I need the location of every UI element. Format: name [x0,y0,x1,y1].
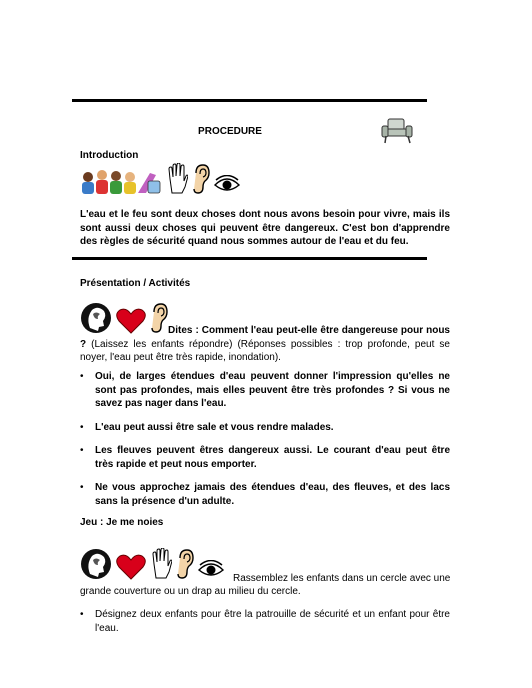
game-icons [80,548,224,580]
list-item: • Les fleuves peuvent êtres dangereux aussi. Le courant d'eau peut être très rapide et peut nous emporter. [80,444,450,471]
say-answers: (Laissez les enfants répondre) (Réponses possibles : trop profonde, peut se noyer, l'eau peut être très rapide, inondation). [80,338,450,363]
head-icon [80,548,112,580]
intro-icons [80,163,240,195]
list-item: • L'eau peut aussi être sale et vous rendre malades. [80,421,450,435]
ear-icon [176,548,194,580]
presentation-say [80,324,450,365]
presentation-bullets [80,370,450,518]
hand-icon [166,163,188,195]
list-item: • Désignez deux enfants pour être la patrouille de sécurité et un enfant pour être l'eau. [80,608,450,635]
presentation-heading: Présentation / Activités [80,278,191,289]
section-rule [72,257,427,260]
game-heading: Jeu : Je me noies [80,517,164,528]
eye-icon [198,560,224,580]
heart-icon [116,554,146,580]
ear-icon [192,163,210,195]
say-question: Dites : Comment l'eau peut-elle être dangereuse pour nous ? [80,325,450,350]
game-text-b: grande couverture ou un drap au milieu du cercle. [80,586,301,597]
people-icon [80,163,162,195]
hand-icon [150,548,172,580]
intro-text: L'eau et le feu sont deux choses dont nous avons besoin pour vivre, mais ils sont aussi deux choses qui peuvent être dangereux. C'est bon d'apprendre des règles de sécurité quand nous sommes autour de l'eau et du feu. [80,209,450,247]
top-rule [72,99,427,102]
page-title: PROCEDURE [198,126,262,137]
armchair-icon [380,117,418,150]
game-text-a: Rassemblez les enfants dans un cercle avec une [233,573,451,584]
list-item: • Oui, de larges étendues d'eau peuvent donner l'impression qu'elles ne sont pas profondes, mais elles peuvent être très profondes ? Si vous ne savez pas nager dans l'eau. [80,370,450,411]
intro-heading: Introduction [80,150,139,161]
eye-icon [214,175,240,195]
game-bullets [80,608,450,645]
list-item: • Ne vous approchez jamais des étendues d'eau, des fleuves, et des lacs sans la présence d'un adulte. [80,481,450,508]
